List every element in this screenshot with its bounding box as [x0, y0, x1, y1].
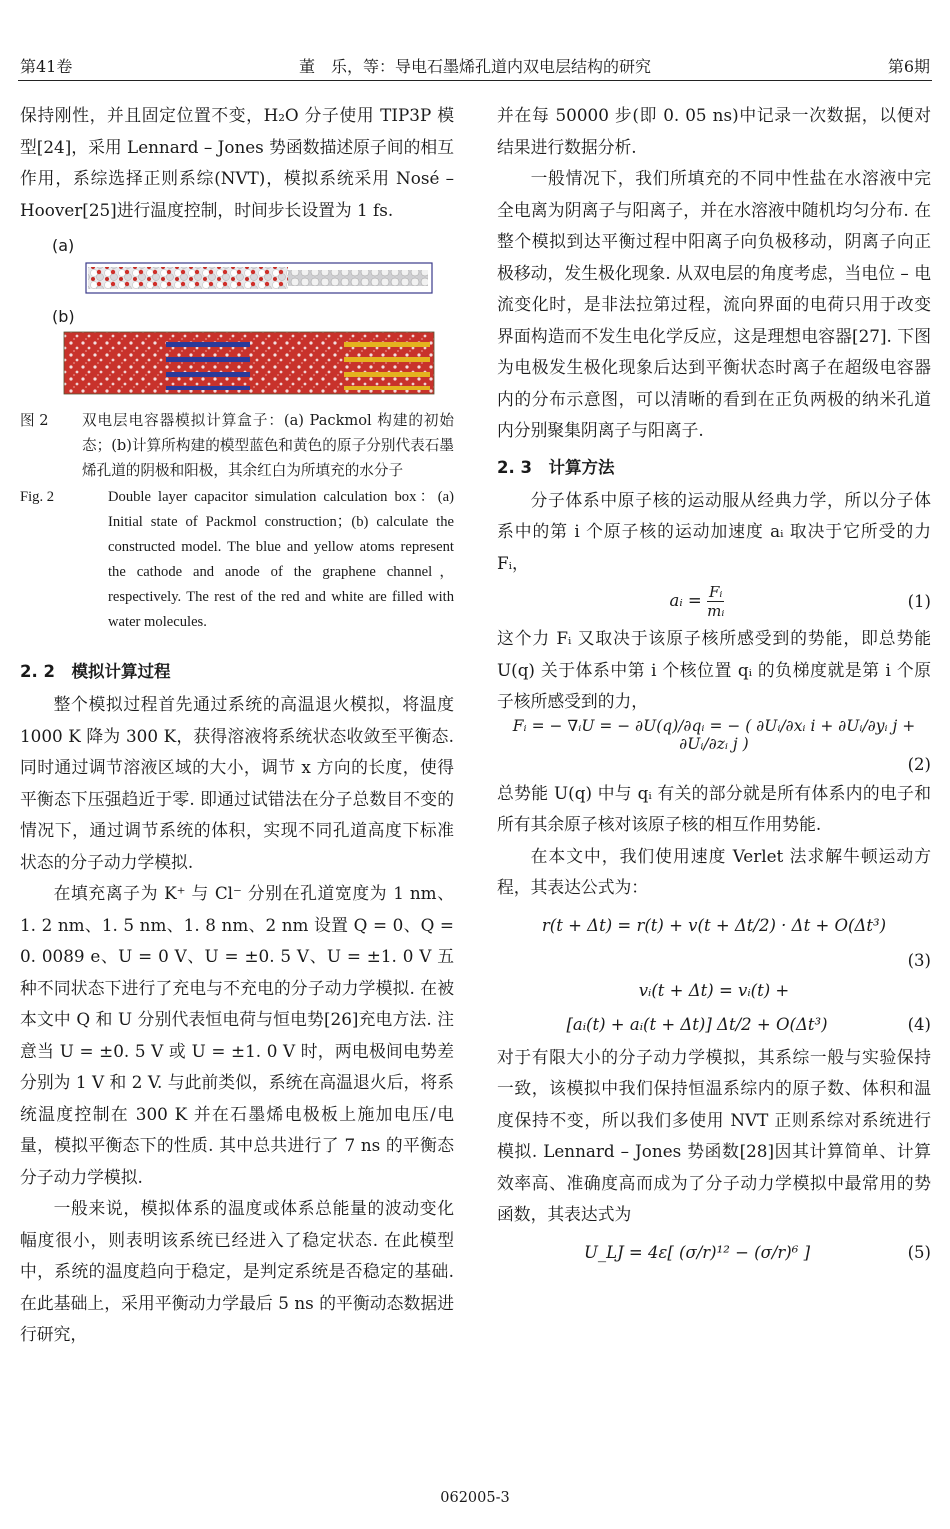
anode-layer	[344, 386, 430, 390]
anode-layer	[344, 357, 430, 362]
eq1-denominator: mᵢ	[707, 601, 725, 620]
equation-number: (4)	[907, 1015, 931, 1034]
cathode-layer	[166, 386, 250, 390]
paragraph: 一般情况下，我们所填充的不同中性盐在水溶液中完全电离为阴离子与阳离子，并在水溶液中随机均匀分布. 在整个模拟到达平衡过程中阳离子向负极移动，阴离子向正极移动，发生极化现象. 从双电层的角度考虑，当电位 – 电流变化时，是非法拉第过程，流向界面的电荷只用于改变界面构造而不发生电化学反应，这是理想电容器[27]. 下图为电极发生极化现象后达到平衡状态时离子在超级电容器内的分布示意图，可以清晰的看到在正负两极的纳米孔道内分别聚集阴离子与阳离子.	[497, 168, 931, 440]
caption-text: 双电层电容器模拟计算盒子：(a) Packmol 构建的初始态；(b)计算所构建的模型蓝色和黄色的原子分别代表石墨烯孔道的阴极和阳极，其余红白为所填充的水分子	[82, 412, 454, 479]
section-heading: 2. 3 计算方法	[497, 457, 615, 477]
section-heading: 2. 2 模拟计算过程	[20, 662, 171, 681]
cathode-layer	[166, 372, 250, 377]
header-issue: 第6期	[887, 57, 930, 76]
eq1-fraction	[707, 583, 724, 620]
equation-4-line1	[497, 974, 931, 1008]
equation-3	[497, 904, 931, 948]
paragraph: 整个模拟过程首先通过系统的高温退火模拟，将温度 1000 K 降为 300 K，获得溶液将系统状态收敛至平衡态. 同时通过调节溶液区域的大小，调节 x 方向的长度，使得平衡态下压强趋近于零. 即通过试错法在分子总数目不变的情况下，通过调节系统的体积，实现不同孔道高度下标准状态的分子动力学模拟.	[20, 694, 454, 872]
header-title: 董 乐，等：导电石墨烯孔道内双电层结构的研究	[298, 57, 651, 76]
paragraph: 分子体系中原子核的运动服从经典力学，所以分子体系中的第 i 个原子核的运动加速度 aᵢ 取决于它所受的力 Fᵢ，	[497, 489, 931, 573]
figure-caption-cn	[20, 408, 454, 483]
paragraph: 这个力 Fᵢ 又取决于该原子核所感受到的势能，即总势能 U(q) 关于体系中第 i 个核位置 qᵢ 的负梯度就是第 i 个原子核所感受到的力，	[497, 628, 931, 711]
anode-layer	[344, 342, 430, 347]
left-column	[20, 100, 454, 1351]
equation-number: (3)	[907, 951, 931, 970]
paragraph: 对于有限大小的分子动力学模拟，其系综一般与实验保持一致，该模拟中我们保持恒温系综内的原子数、体积和温度保持不变，所以我们多使用 NVT 正则系综对系统进行模拟. Lennard – Jones 势函数[28]因其计算简单、计算效率高、准确度高而成为了分子动力学模拟中最常用的势函数，其表达式为	[497, 1046, 931, 1224]
paragraph: 在填充离子为 K⁺ 与 Cl⁻ 分别在孔道宽度为 1 nm、1. 2 nm、1. 5 nm、1. 8 nm、2 nm 设置 Q = 0、Q = 0. 0089 e、U = 0 V、U = ±0. 5 V、U = ±1. 0 V 五种不同状态下进行了充电与不充电的分子动力学模拟. 在被本文中 Q 和 U 分别代表恒电荷与恒电势[26]充电方法. 注意当 U = ±0. 5 V 或 U = ±1. 0 V 时，两电极间电势差分别为 1 V 和 2 V. 与此前类似，系统在高温退火后，将系统温度控制在 300 K 并在石墨烯电极板上施加电压/电量，模拟平衡态下的性质. 其中总共进行了 7 ns 的平衡态分子动力学模拟.	[20, 883, 454, 1187]
equation-number: (1)	[907, 591, 931, 611]
header-rule	[18, 80, 932, 81]
equation-number: (5)	[907, 1243, 931, 1262]
cathode-layer	[166, 342, 250, 347]
caption-text: Double layer capacitor simulation calculation box：(a) Initial state of Packmol construction；(b) calculate the constructed model. The blue and yellow atoms represent the cathode and anode of the graphene channel，respectively. The rest of the red and white are filled with water molecules.	[108, 489, 454, 630]
eq4-line1: vᵢ(t + Δt) = vᵢ(t) +	[638, 981, 790, 1000]
equation-5	[497, 1231, 931, 1275]
figure-label-b: (b)	[52, 307, 75, 326]
caption-label: 图 2	[20, 412, 49, 429]
equation-1	[497, 579, 931, 623]
eq2-body: Fᵢ = − ∇ᵢU = − ∂U(q)/∂qᵢ = − ( ∂Uᵢ/∂xᵢ i + ∂Uᵢ/∂yᵢ j + ∂Uᵢ/∂zᵢ j )	[512, 716, 916, 753]
cathode-layer	[166, 357, 250, 362]
figure-label-a: (a)	[52, 236, 75, 255]
right-column	[497, 100, 931, 1275]
paragraph: 并在每 50000 步(即 0. 05 ns)中记录一次数据，以便对结果进行数据分析.	[497, 105, 931, 157]
eq5-body: U_LJ = 4ε[ (σ/r)¹² − (σ/r)⁶ ]	[583, 1243, 811, 1262]
equation-2-number-row	[497, 752, 931, 778]
caption-label: Fig. 2	[20, 489, 55, 505]
figure-caption-en	[20, 485, 454, 635]
paragraph: 一般来说，模拟体系的温度或体系总能量的波动变化幅度很小，则表明该系统已经进入了稳定状态. 在此模型中，系统的温度趋向于稳定，是判定系统是否稳定的基础. 在此基础上，采用平衡动力学最后 5 ns 的平衡动态数据进行研究，	[20, 1198, 454, 1344]
figure-2	[20, 236, 454, 402]
eq3-body: r(t + Δt) = r(t) + v(t + Δt/2) · Δt + O(Δt³)	[541, 916, 887, 935]
equation-2	[497, 718, 931, 752]
equation-4-line2	[497, 1008, 931, 1042]
eq1-numerator: Fᵢ	[709, 582, 723, 601]
paragraph: 在本文中，我们使用速度 Verlet 法求解牛顿运动方程，其表达公式为：	[497, 845, 931, 897]
equation-3-number-row	[497, 948, 931, 974]
figure-2b-image	[20, 328, 454, 398]
paragraph: 总势能 U(q) 中与 qᵢ 有关的部分就是所有体系内的电子和所有其余原子核对该原子核的相互作用势能.	[497, 782, 931, 834]
equation-number: (2)	[907, 755, 931, 774]
figure-2a-image	[20, 257, 454, 301]
anode-layer	[344, 372, 430, 377]
header-volume: 第41卷	[20, 57, 73, 76]
page-number: 062005-3	[440, 1490, 510, 1506]
eq1-lhs: aᵢ =	[669, 590, 702, 610]
eq4-line2: [aᵢ(t) + aᵢ(t + Δt)] Δt/2 + O(Δt³)	[566, 1015, 828, 1034]
paragraph: 保持刚性，并且固定位置不变，H₂O 分子使用 TIP3P 模型[24]，采用 Lennard – Jones 势函数描述原子间的相互作用，系综选择正则系综(NVT)，模拟系统采用 Nosé – Hoover[25]进行温度控制，时间步长设置为 1 fs.	[20, 105, 454, 220]
